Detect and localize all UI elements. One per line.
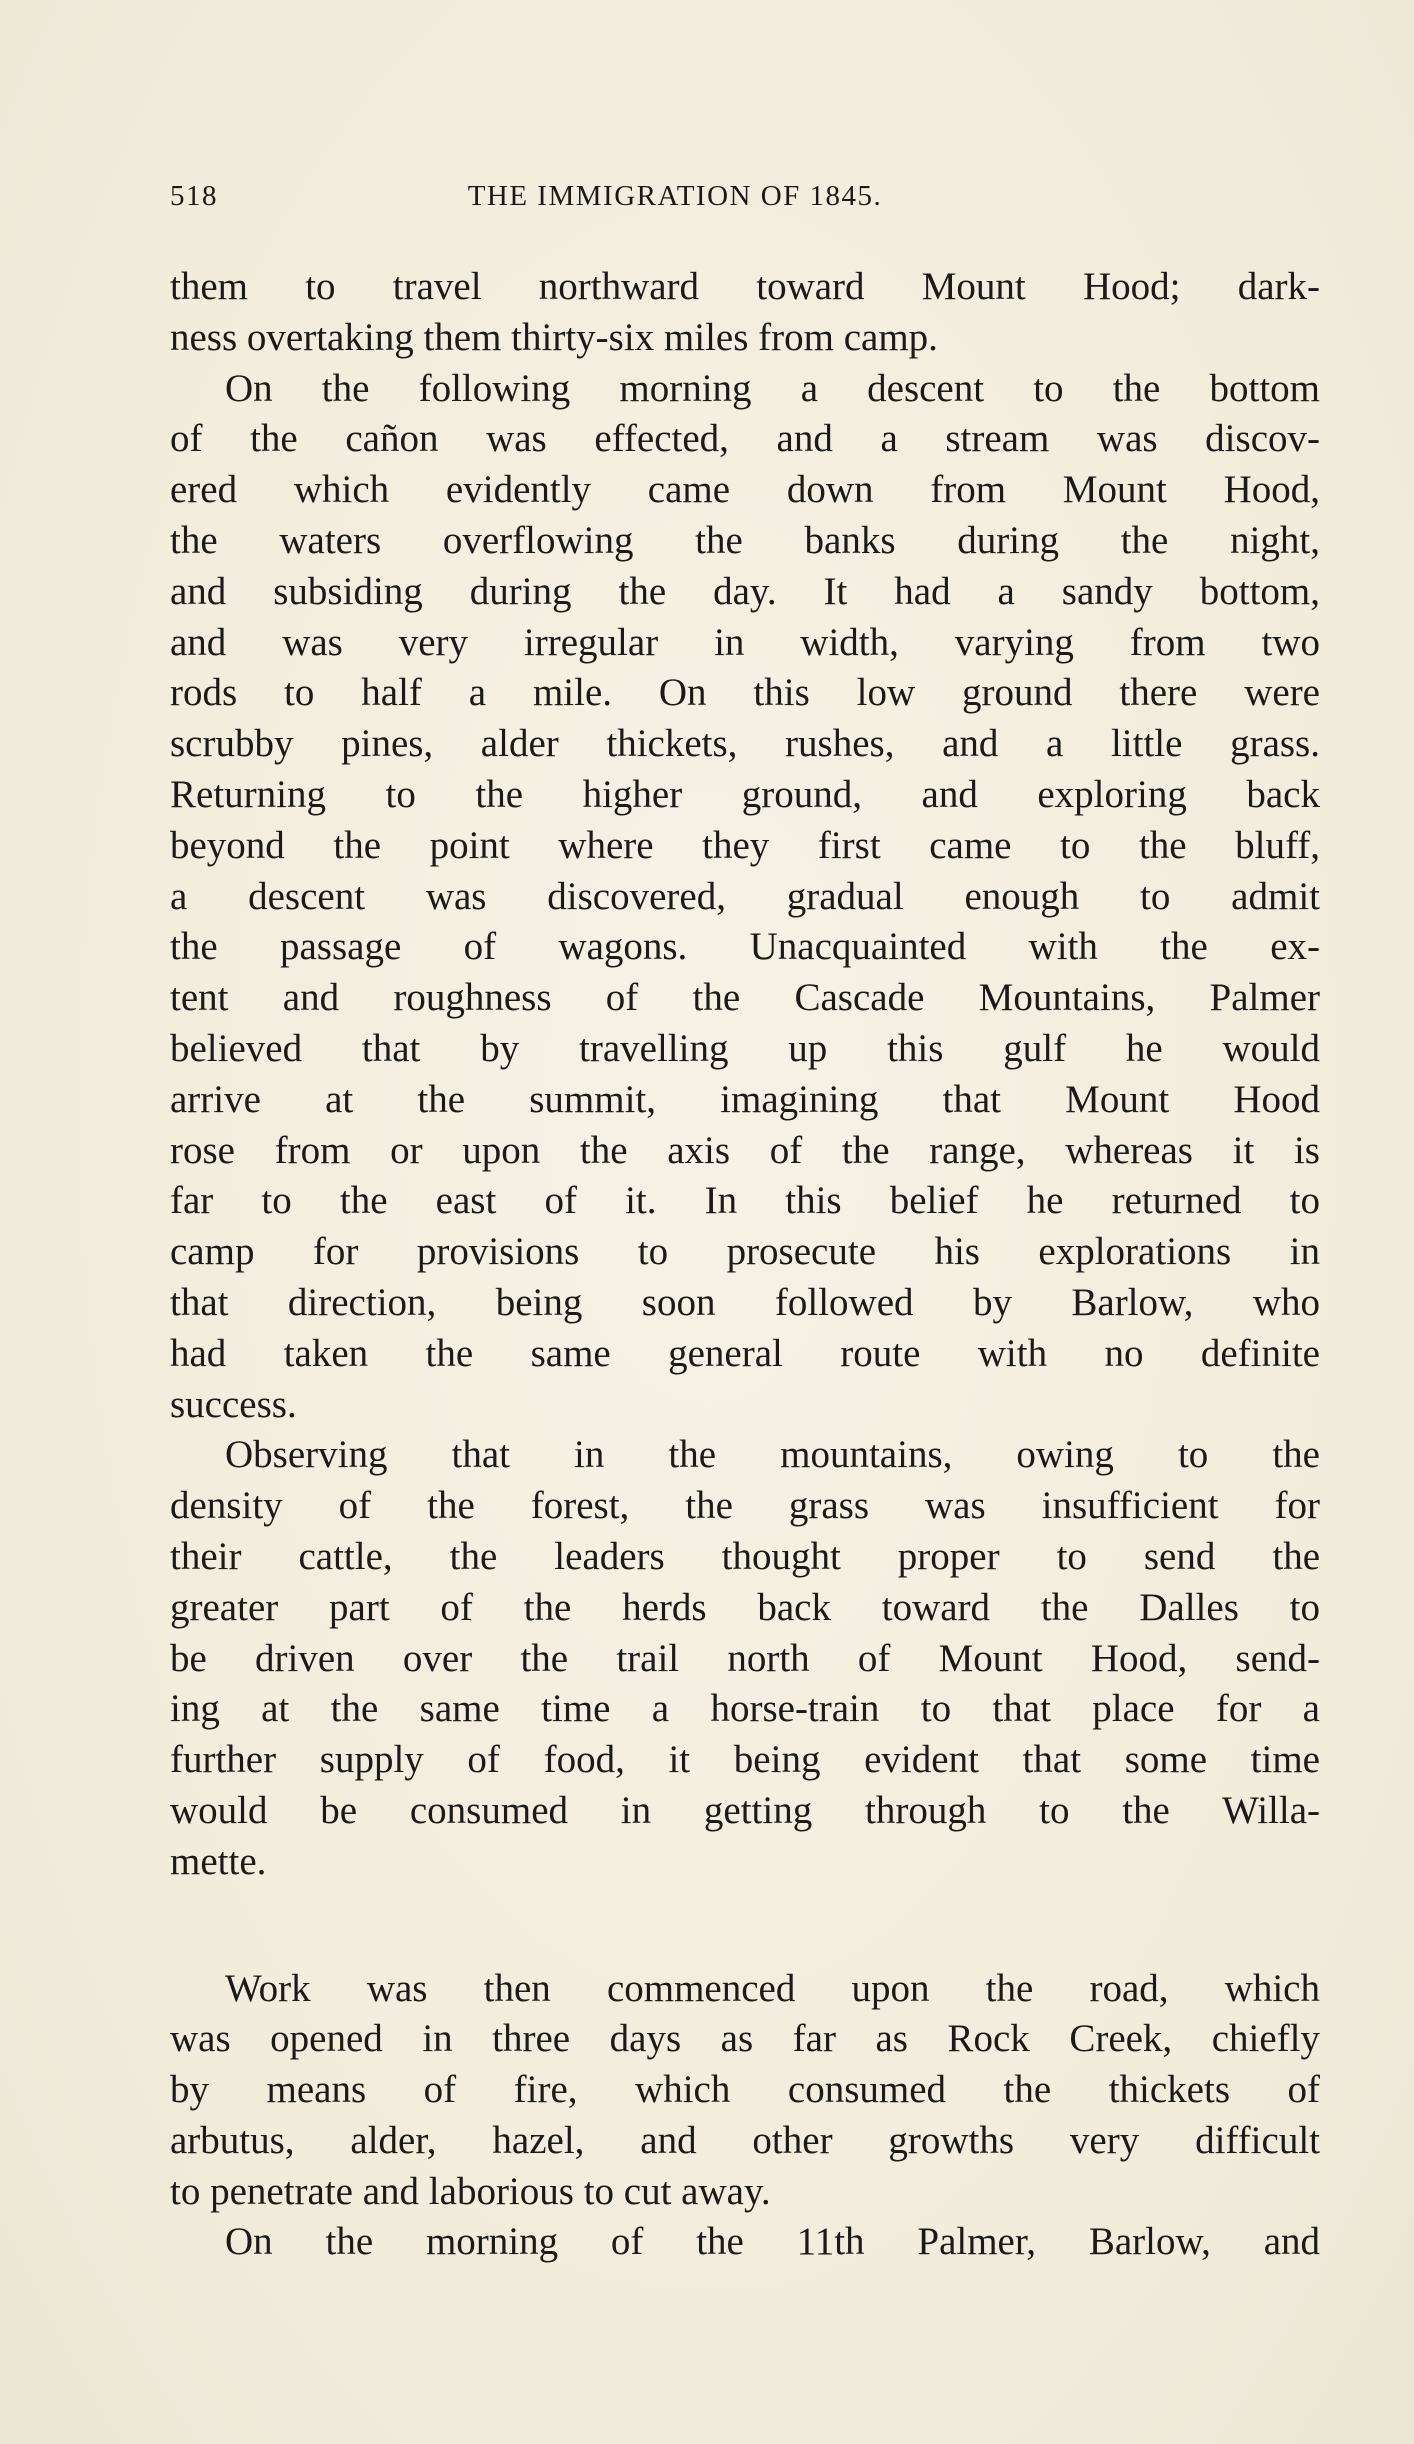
- text-line: to penetrate and laborious to cut away.: [170, 2169, 771, 2213]
- text-line: On the morning of the 11th Palmer, Barlow, and: [225, 2220, 1320, 2264]
- text-line: arrive at the summit, imagining that Mount Hood: [170, 1077, 1320, 1121]
- text-line: that direction, being soon followed by Barlow, who: [170, 1280, 1320, 1324]
- text-line: them to travel northward toward Mount Hood; dark-: [170, 265, 1320, 308]
- paragraph-gap: [170, 1888, 1320, 1964]
- text-line: ness overtaking them thirty-six miles from camp.: [170, 315, 938, 359]
- page-number: 518: [170, 180, 218, 212]
- text-line: their cattle, the leaders thought proper to send the: [170, 1534, 1320, 1578]
- text-line: of the cañon was effected, and a stream was discov-: [170, 417, 1320, 461]
- text-line: ered which evidently came down from Mount Hood,: [170, 468, 1320, 512]
- text-line: the waters overflowing the banks during the night,: [170, 518, 1320, 562]
- text-line: and was very irregular in width, varying from two: [170, 620, 1320, 664]
- text-line: arbutus, alder, hazel, and other growths very difficult: [170, 2118, 1320, 2162]
- text-line: success.: [170, 1382, 297, 1426]
- text-line: beyond the point where they first came to the bluff,: [170, 823, 1320, 867]
- text-line: and subsiding during the day. It had a sandy bottom,: [170, 569, 1320, 613]
- body-text: [170, 262, 1320, 2268]
- text-line: was opened in three days as far as Rock Creek, chiefly: [170, 2017, 1320, 2061]
- text-line: scrubby pines, alder thickets, rushes, and a little grass.: [170, 722, 1320, 766]
- text-line: On the following morning a descent to the bottom: [225, 366, 1320, 410]
- text-line: far to the east of it. In this belief he returned to: [170, 1179, 1320, 1223]
- text-line: the passage of wagons. Unacquainted with the ex-: [170, 925, 1320, 969]
- running-title: THE IMMIGRATION OF 1845.: [467, 180, 883, 212]
- text-line: Returning to the higher ground, and exploring back: [170, 772, 1320, 816]
- text-line: ing at the same time a horse-train to that place for a: [170, 1687, 1320, 1731]
- text-line: rods to half a mile. On this low ground there were: [170, 671, 1320, 715]
- text-line: would be consumed in getting through to the Willa-: [170, 1788, 1320, 1832]
- text-line: mette.: [170, 1839, 267, 1883]
- text-line: greater part of the herds back toward the Dalles to: [170, 1585, 1320, 1629]
- text-line: Observing that in the mountains, owing to the: [225, 1433, 1320, 1477]
- text-line: had taken the same general route with no definite: [170, 1331, 1320, 1375]
- text-line: tent and roughness of the Cascade Mountains, Palmer: [170, 976, 1320, 1020]
- text-line: a descent was discovered, gradual enough to admit: [170, 874, 1320, 918]
- text-line: believed that by travelling up this gulf he would: [170, 1026, 1320, 1070]
- text-line: by means of fire, which consumed the thickets of: [170, 2068, 1320, 2112]
- text-line: rose from or upon the axis of the range, whereas it is: [170, 1128, 1320, 1172]
- text-line: further supply of food, it being evident that some time: [170, 1738, 1320, 1782]
- text-line: density of the forest, the grass was insufficient for: [170, 1484, 1320, 1528]
- text-line: be driven over the trail north of Mount Hood, send-: [170, 1636, 1320, 1680]
- text-line: Work was then commenced upon the road, which: [225, 1966, 1320, 2010]
- text-line: camp for provisions to prosecute his explorations in: [170, 1230, 1320, 1274]
- running-head: [170, 180, 1170, 220]
